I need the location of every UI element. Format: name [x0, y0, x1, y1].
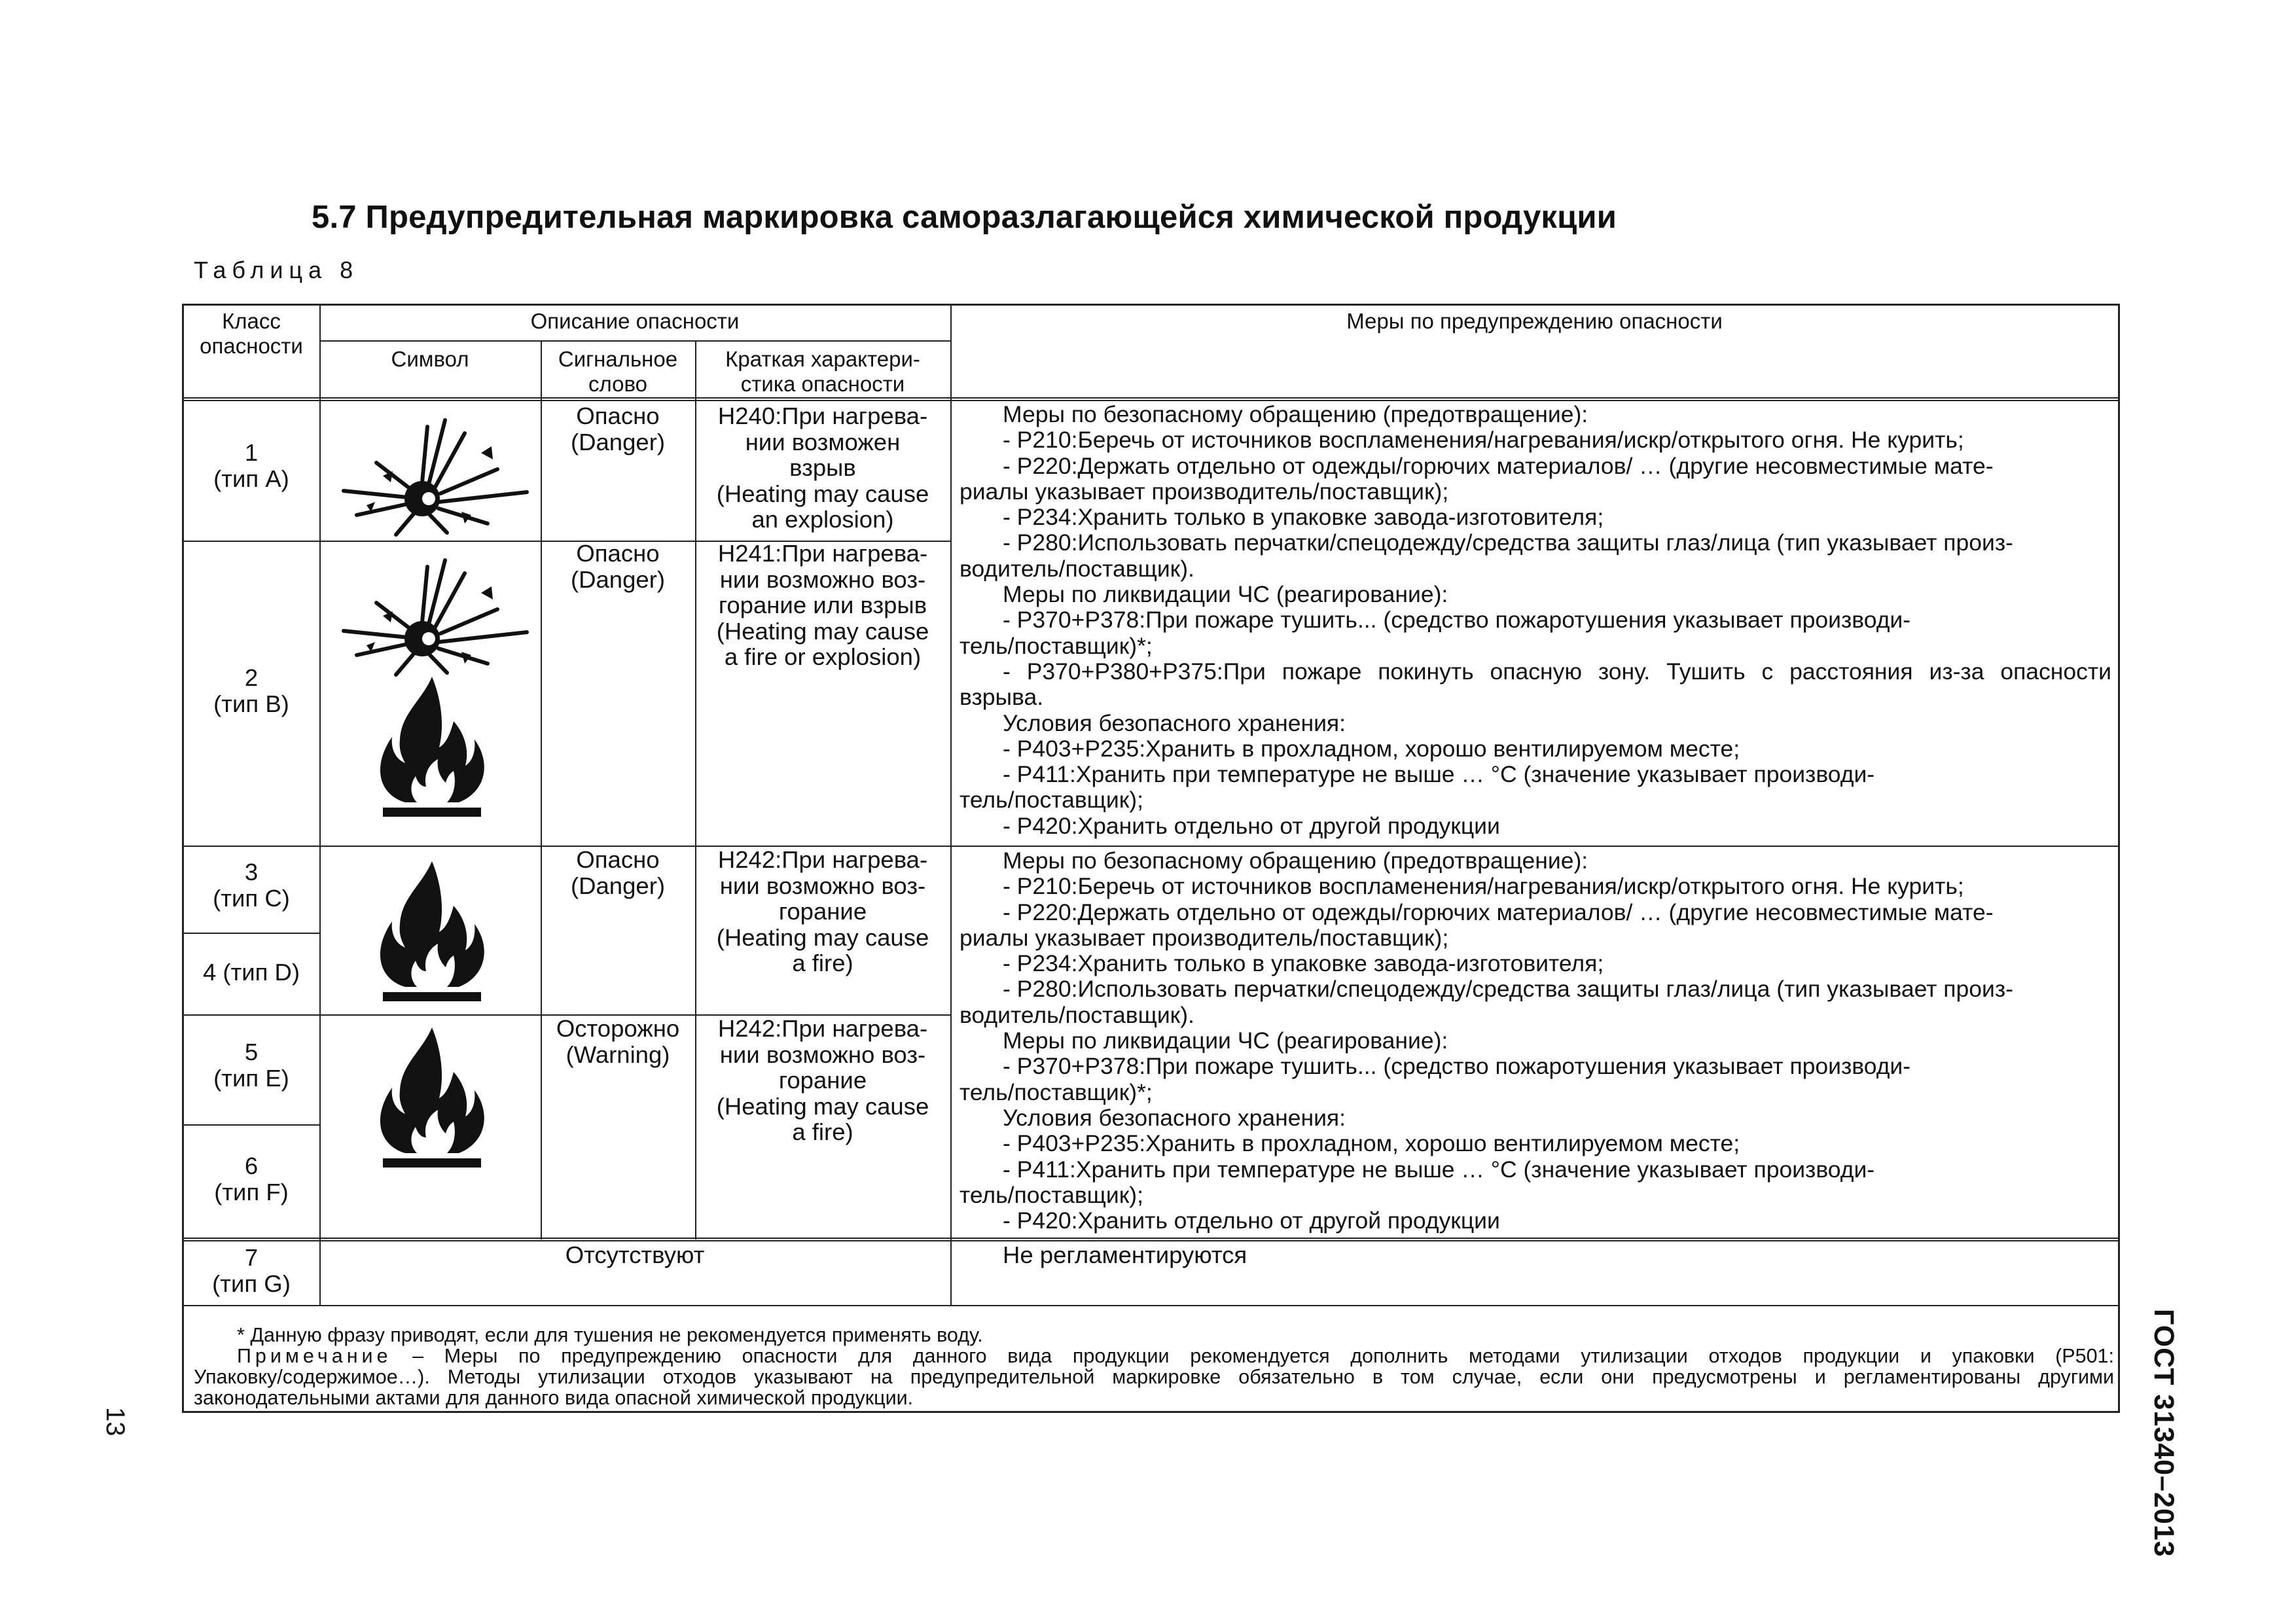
class-number: 2 — [244, 664, 259, 691]
hazard-line: горание или взрыв — [718, 592, 927, 618]
measure-line: - P234:Хранить только в упаковке завода-изготовителя; — [1003, 504, 1604, 531]
grid-line — [183, 846, 2119, 847]
hazard-statement-cell-3 — [695, 847, 950, 976]
grid-line — [319, 305, 321, 1305]
note-label: Примечание — [237, 1345, 392, 1367]
exploding-bomb-icon — [331, 407, 533, 538]
grid-line — [183, 933, 319, 934]
measure-line: риалы указывает производитель/поставщик); — [960, 924, 1449, 951]
measure-line: водитель/поставщик). — [960, 555, 1194, 582]
flame-icon — [376, 859, 488, 1003]
hazard-line: нии возможно воз- — [719, 565, 926, 593]
table-label: Таблица 8 — [194, 257, 359, 283]
hazard-line: (Heating may cause — [716, 923, 929, 951]
grid-line — [541, 340, 542, 1240]
col-header-class — [183, 309, 319, 359]
page-number: 13 — [101, 1407, 130, 1436]
footnote: * Данную фразу приводят, если для тушения не рекомендуется применять воду. — [237, 1324, 983, 1346]
hazard-line: a fire) — [792, 950, 853, 976]
hazard-line: H242:При нагрева- — [717, 1015, 928, 1042]
signal-word-cell-1 — [541, 403, 695, 455]
measure-line: - P420:Хранить отдельно от другой продукции — [1003, 812, 1500, 839]
class-type: (тип В) — [213, 690, 289, 717]
signal-word-cell-5 — [541, 1016, 695, 1067]
signal-word-cell-3 — [541, 847, 695, 899]
hazard-line: H241:При нагрева- — [717, 540, 928, 567]
prevention-measures-a — [960, 402, 2111, 839]
flame-icon — [376, 674, 488, 818]
hazard-line: (Heating may cause — [716, 617, 929, 645]
hazard-line: H240:При нагрева- — [717, 402, 928, 429]
measure-line: тель/поставщик)*; — [960, 632, 1153, 659]
measure-line: - P403+P235:Хранить в прохладном, хорошо вентилируемом месте; — [1003, 735, 1740, 762]
hazard-line: взрыв — [789, 454, 856, 481]
col-header-signal-word: Сигнальное слово — [558, 347, 678, 396]
measure-line: - P411:Хранить при температуре не выше … °С (значение указывает производи- — [1003, 761, 1875, 788]
class-type: (тип Е) — [213, 1064, 289, 1092]
class-type: (тип А) — [213, 465, 289, 492]
class-cell-1 — [183, 440, 319, 491]
measure-line: - P403+P235:Хранить в прохладном, хорошо вентилируемом месте; — [1003, 1130, 1740, 1157]
measure-line: тель/поставщик)*; — [960, 1079, 1153, 1105]
col-header-prevention-measures: Меры по предупреждению опасности — [1346, 309, 1723, 333]
measure-line: водитель/поставщик). — [960, 1001, 1194, 1028]
class-number: 3 — [244, 859, 259, 885]
hazard-line: (Heating may cause — [716, 480, 929, 507]
col-header-brief-line: Краткая характери- — [725, 347, 920, 371]
measure-line: Меры по ликвидации ЧС (реагирование): — [1003, 1027, 1448, 1054]
hazard-line: горание — [778, 1067, 867, 1094]
class-number: 7 — [244, 1244, 259, 1271]
measure-line: - P370+P378:При пожаре тушить... (средство пожаротушения указывает производи- — [1003, 607, 1911, 633]
measure-line: - P210:Беречь от источников воспламенения/нагревания/искр/открытого огня. Не курить; — [1003, 427, 1964, 454]
flame-icon — [376, 1025, 488, 1169]
hazard-line: нии возможен — [745, 428, 901, 455]
signal-word-en: (Danger) — [570, 428, 666, 455]
signal-word: Осторожно — [556, 1015, 680, 1042]
class-cell-4: 4 (тип D) — [202, 959, 300, 986]
class-cell-3 — [183, 859, 319, 911]
exploding-bomb-icon — [331, 547, 533, 678]
measure-line: риалы указывает производитель/поставщик); — [960, 478, 1449, 505]
signal-word: Опасно — [576, 846, 660, 873]
measure-line: - P220:Держать отдельно от одежды/горючих материалов/ … (другие несовместимые мате- — [1003, 452, 1994, 479]
prevention-measures-b — [960, 848, 2111, 1234]
grid-line — [319, 340, 951, 342]
col-header-brief-characteristic — [695, 347, 950, 397]
measure-line: - P280:Использовать перчатки/спецодежду/средства защиты глаз/лица (тип указывает произ- — [1003, 529, 2013, 556]
signal-word: Опасно — [576, 402, 660, 429]
signal-word-cell-2 — [541, 541, 695, 592]
col-header-class-text: Класс опасности — [200, 309, 303, 358]
grid-line — [183, 1124, 319, 1126]
class-type: (тип С) — [213, 884, 290, 912]
grid-line — [183, 1305, 2119, 1306]
measure-line: Меры по безопасному обращению (предотвращение): — [1003, 401, 1588, 427]
hazard-statement-cell-5 — [695, 1016, 950, 1145]
class-cell-7 — [183, 1245, 319, 1296]
measure-line: Условия безопасного хранения: — [1003, 1104, 1346, 1131]
table-notes — [194, 1325, 2114, 1408]
signal-word-en: (Warning) — [565, 1041, 670, 1068]
hazard-line: горание — [778, 898, 867, 925]
measure-line: Меры по ликвидации ЧС (реагирование): — [1003, 581, 1448, 608]
signal-word: Опасно — [576, 540, 660, 567]
measure-line: Меры по безопасному обращению (предотвращение): — [1003, 847, 1588, 874]
document-code: ГОСТ 31340–2013 — [2148, 1309, 2179, 1558]
symbol-absent-text: Отсутствуют — [565, 1241, 705, 1268]
section-title: 5.7 Предупредительная маркировка саморазлагающейся химической продукции — [312, 200, 1617, 235]
class-type: (тип G) — [212, 1270, 291, 1297]
measure-line: тель/поставщик); — [960, 787, 1143, 813]
measure-line: тель/поставщик); — [960, 1181, 1143, 1208]
grid-line — [950, 305, 952, 1305]
note-line — [194, 1346, 2114, 1366]
class-number: 5 — [244, 1039, 259, 1065]
measure-line: - P420:Хранить отдельно от другой продукции — [1003, 1207, 1500, 1234]
signal-word-en: (Danger) — [570, 872, 666, 899]
class-number: 6 — [244, 1152, 259, 1179]
class-type: (тип F) — [214, 1178, 289, 1205]
hazard-line: a fire or explosion) — [724, 643, 922, 670]
measure-line: - P220:Держать отдельно от одежды/горючих материалов/ … (другие несовместимые мате- — [1003, 899, 1994, 925]
measure-line: - P210:Беречь от источников воспламенения/нагревания/искр/открытого огня. Не курить; — [1003, 873, 1964, 900]
measure-line: - P370+P378:При пожаре тушить... (средство пожаротушения указывает производи- — [1003, 1053, 1911, 1080]
hazard-line: H242:При нагрева- — [717, 846, 928, 873]
class-number: 1 — [244, 439, 259, 466]
measure-line: - P280:Использовать перчатки/спецодежду/средства защиты глаз/лица (тип указывает произ- — [1003, 976, 2013, 1003]
measure-line: - P370+P380+P375:При пожаре покинуть опасную зону. Тушить с расстояния из-за опасности — [1003, 658, 2111, 685]
hazard-line: an explosion) — [751, 506, 894, 533]
note-text: – Меры по предупреждению опасности для данного вида продукции рекомендуется дополнить методами утилизации отходов продукции и упаковки (Р501: — [391, 1345, 2114, 1367]
measure-line: взрыва. — [960, 684, 1044, 711]
signal-word-en: (Danger) — [570, 565, 666, 593]
measures-not-regulated: Не регламентируются — [1003, 1241, 1247, 1268]
class-cell-6 — [183, 1153, 319, 1205]
measure-line: - P234:Хранить только в упаковке завода-изготовителя; — [1003, 950, 1604, 977]
hazard-line: нии возможно воз- — [719, 1041, 926, 1068]
hazard-statement-cell-1 — [695, 403, 950, 533]
note-line: Упаковку/содержимое…). Методы утилизации отходов указывают на предупредительной маркировке обязательно в том случае, если они предусмотрены и регламентированы другими — [194, 1366, 2114, 1388]
hazard-line: (Heating may cause — [716, 1092, 929, 1120]
col-header-hazard-description: Описание опасности — [530, 309, 740, 333]
note-line: законодательными актами для данного вида опасной химической продукции. — [194, 1387, 914, 1409]
measure-line: - P411:Хранить при температуре не выше … °С (значение указывает производи- — [1003, 1156, 1875, 1183]
hazard-line: a fire) — [792, 1118, 853, 1145]
hazard-statement-cell-2 — [695, 541, 950, 670]
col-header-brief-line: стика опасности — [740, 372, 905, 396]
hazard-line: нии возможно воз- — [719, 872, 926, 899]
class-cell-5 — [183, 1039, 319, 1091]
class-cell-2 — [183, 665, 319, 717]
measure-line: Условия безопасного хранения: — [1003, 709, 1346, 736]
col-header-symbol: Символ — [391, 347, 469, 371]
